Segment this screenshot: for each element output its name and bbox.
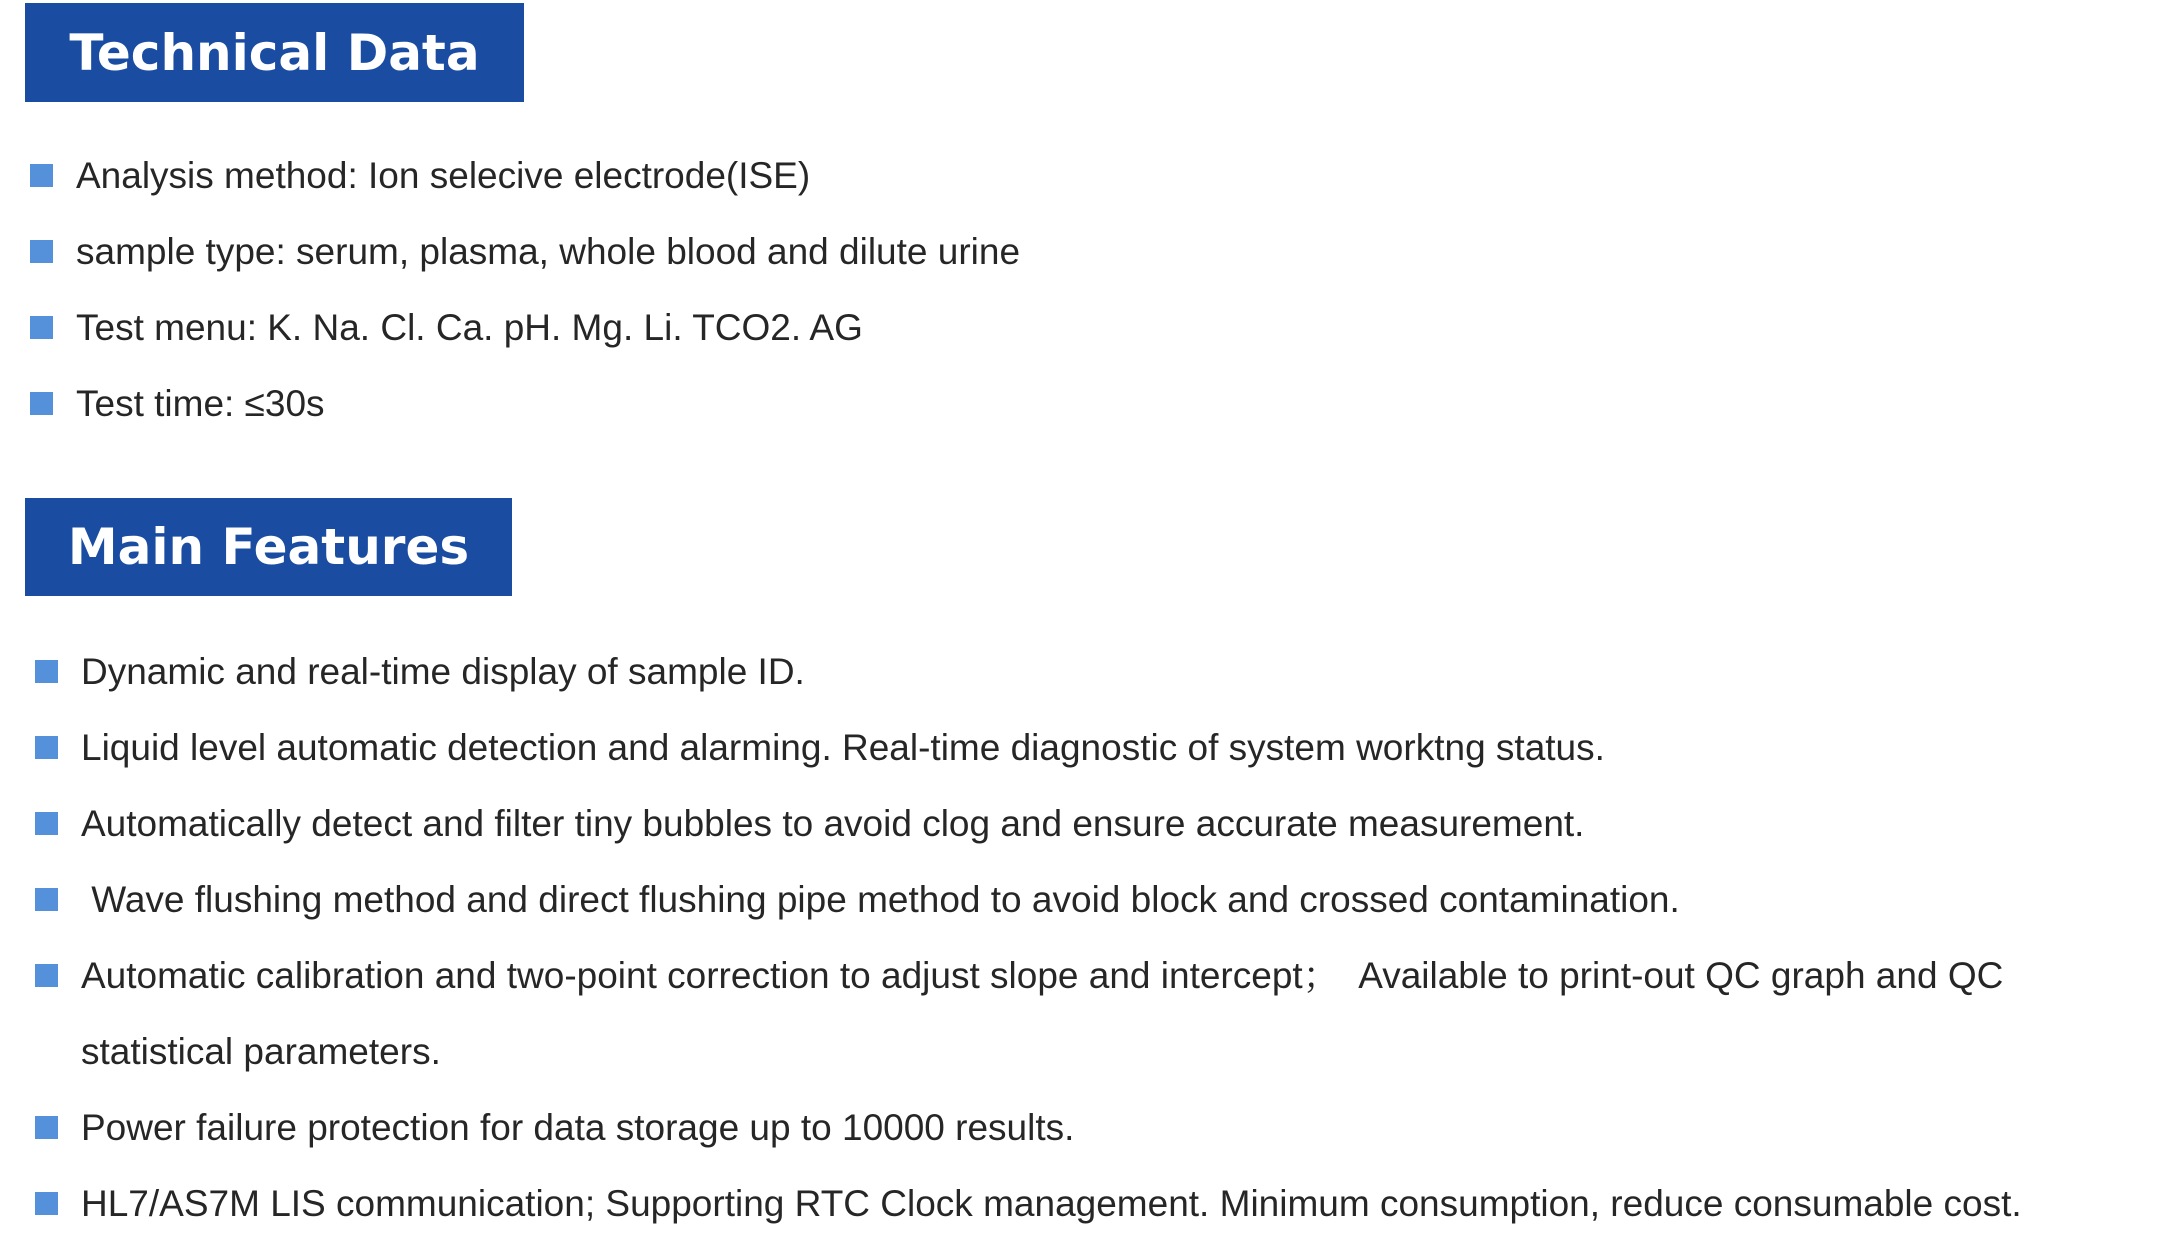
list-item-text: Test time: ≤30s — [76, 383, 325, 424]
list-item-text: Wave flushing method and direct flushing pipe method to avoid block and crossed contamination. — [81, 879, 1680, 920]
square-bullet-icon — [30, 392, 53, 415]
square-bullet-icon — [35, 812, 58, 835]
list-item-text: Test menu: K. Na. Cl. Ca. pH. Mg. Li. TCO2. AG — [76, 307, 863, 348]
technical-data-heading — [25, 3, 524, 102]
square-bullet-icon — [30, 164, 53, 187]
square-bullet-icon — [35, 736, 58, 759]
list-item-text: Dynamic and real-time display of sample ID. — [81, 651, 805, 692]
square-bullet-icon — [35, 964, 58, 987]
list-item-text: Automatic calibration and two-point correction to adjust slope and intercept； Available to print-out QC graph and QC — [81, 955, 2004, 996]
list-item-text: sample type: serum, plasma, whole blood and dilute urine — [76, 231, 1021, 272]
list-item-text: Power failure protection for data storage up to 10000 results. — [81, 1107, 1075, 1148]
technical-data-heading-text: Technical Data — [69, 23, 480, 82]
square-bullet-icon — [35, 1116, 58, 1139]
list-item-text: Automatically detect and filter tiny bubbles to avoid clog and ensure accurate measurement. — [81, 803, 1585, 844]
list-item-text: Analysis method: Ion selecive electrode(ISE) — [76, 155, 811, 196]
list-item-text: HL7/AS7M LIS communication; Supporting RTC Clock management. Minimum consumption, reduce consumable cost. — [81, 1183, 2022, 1224]
main-features-heading — [25, 498, 512, 596]
square-bullet-icon — [30, 316, 53, 339]
list-item-text: Liquid level automatic detection and alarming. Real-time diagnostic of system worktng status. — [81, 727, 1605, 768]
square-bullet-icon — [35, 1192, 58, 1215]
square-bullet-icon — [30, 240, 53, 263]
main-features-heading-text: Main Features — [67, 518, 470, 576]
square-bullet-icon — [35, 888, 58, 911]
square-bullet-icon — [35, 660, 58, 683]
list-item-text: statistical parameters. — [81, 1031, 441, 1072]
